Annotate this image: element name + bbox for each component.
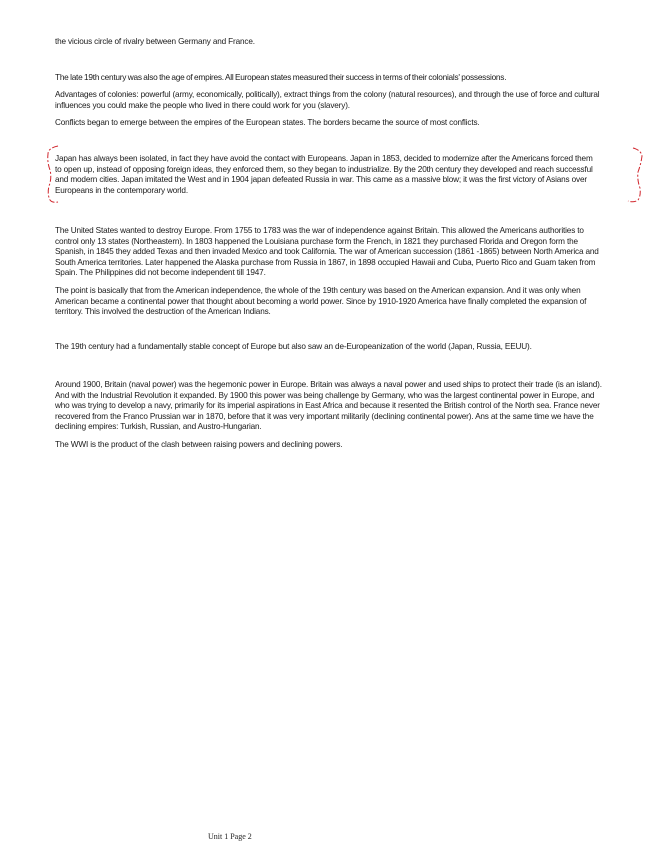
paragraph-united-states: The United States wanted to destroy Europe. From 1755 to 1783 was the war of independence against Britain. This allowed the Americans authorities to control only 13 states (Northeastern). In 1803 happened the Louisiana purchase form the French, in 1821 they purchased Florida and Oregon form the Spanish, in 1845 they added Texas and then invaded Mexico and took California. The war of American succession (1861 -1865) between North America and South America territories. Later happened the Alaska purchase from Russia in 1867, in 1898 occupied Hawaii and Cuba, Puerto Rico and Guam taken from Spain. The Philippines did not become independent till 1947. — [55, 226, 599, 278]
right-bracket — [628, 148, 642, 202]
paragraph-age-of-empires: The late 19th century was also the age of empires. All European states measured their success in terms of their colonials' possessions. — [55, 72, 507, 82]
paragraph-japan: Japan has always been isolated, in fact they have avoid the contact with Europeans. Japan in 1853, decided to modernize after the Americans forced them to open up, instead of opposing foreign ideas, they enforced them, so they began to industrialize. By the 20th century they developed and reach successful and modern cities. Japan imitated the West and in 1904 japan defeated Russia in war. This came as a massive blow; it was the first victory of Asians over Europeans in the contemporary world. — [55, 154, 593, 195]
paragraph-franco-german-rivalry: the vicious circle of rivalry between Germany and France. — [55, 37, 255, 46]
paragraph-de-europeanization: The 19th century had a fundamentally stable concept of Europe but also saw an de-Europeanization of the world (Japan, Russia, EEUU). — [55, 342, 532, 351]
paragraph-conflicts: Conflicts began to emerge between the empires of the European states. The borders became the source of most conflicts. — [55, 118, 480, 127]
page-footer: Unit 1 Page 2 — [208, 832, 252, 841]
paragraph-american-expansion: The point is basically that from the American independence, the whole of the 19th century was based on the American expansion. And it was only when American became a continental power that thought about becoming a world power. Since by 1910-1920 America have finally completed the expansion of territory. This involved the destruction of the American Indians. — [55, 286, 587, 317]
paragraph-britain-hegemony: Around 1900, Britain (naval power) was the hegemonic power in Europe. Britain was always a naval power and used ships to protect their trade (is an island). And with the Industrial Revolution it expanded. By 1900 this power was being challenge by Germany, who was the largest continental power in Europe, and who was trying to develop a navy, primarily for its imperial aspirations in East Africa and because it resented the British control of the North sea. France never recovered from the Franco Prussian war in 1870, before that it was very important militarily (declining continental power). Ans at the same time we have the declining empires: Turkish, Russian, and Austro-Hungarian. — [55, 380, 602, 432]
paragraph-wwi: The WWI is the product of the clash between raising powers and declining powers. — [55, 440, 343, 449]
paragraph-advantages-of-colonies: Advantages of colonies: powerful (army, economically, politically), extract things from the colony (natural resources), and through the use of force and cultural influences you could make the people who lived in there could work for you (slavery). — [55, 90, 600, 110]
